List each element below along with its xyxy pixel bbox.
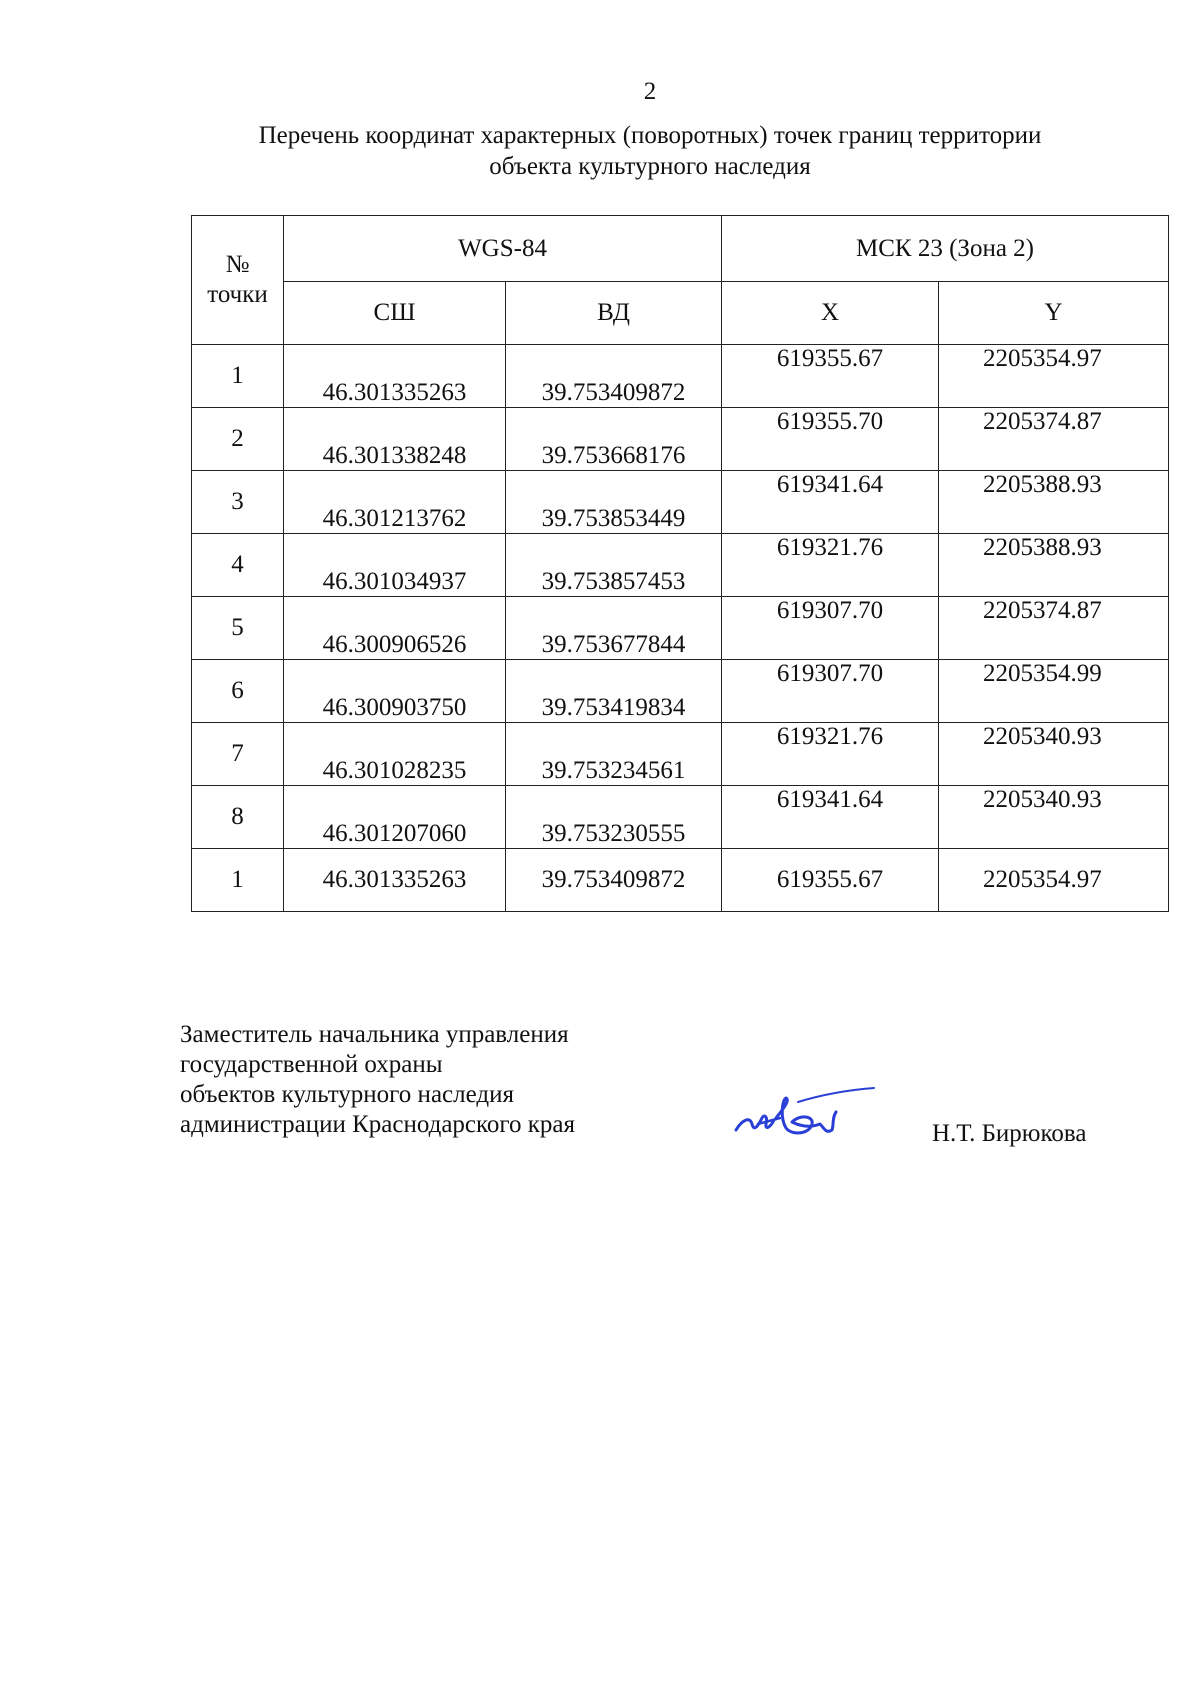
table-row bbox=[192, 849, 1169, 912]
point-number-cell: 5 bbox=[192, 597, 284, 660]
x-cell: 619307.70 bbox=[722, 660, 939, 723]
point-number-cell: 7 bbox=[192, 723, 284, 786]
latitude-cell: 46.301207060 bbox=[284, 786, 506, 849]
signatory-position-line-1: Заместитель начальника управления bbox=[180, 1021, 569, 1048]
signatory-position-line-4: администрации Краснодарского края bbox=[180, 1111, 576, 1138]
longitude-cell: 39.753409872 bbox=[506, 345, 722, 408]
signer-name: Н.Т. Бирюкова bbox=[932, 1120, 1087, 1147]
longitude-cell: 39.753853449 bbox=[506, 471, 722, 534]
longitude-cell: 39.753409872 bbox=[506, 849, 722, 912]
signatory-position-line-2: государственной охраны bbox=[180, 1051, 443, 1078]
point-number-cell: 2 bbox=[192, 408, 284, 471]
longitude-cell: 39.753230555 bbox=[506, 786, 722, 849]
table-row bbox=[192, 660, 1169, 723]
table-row bbox=[192, 345, 1169, 408]
point-number-cell: 3 bbox=[192, 471, 284, 534]
y-cell: 2205340.93 bbox=[939, 786, 1169, 849]
y-cell: 2205354.97 bbox=[939, 345, 1169, 408]
point-number-header bbox=[192, 216, 284, 345]
x-cell: 619321.76 bbox=[722, 534, 939, 597]
signatory-position-line-3: объектов культурного наследия bbox=[180, 1081, 514, 1108]
latitude-cell: 46.300903750 bbox=[284, 660, 506, 723]
table-row bbox=[192, 471, 1169, 534]
page-number: 2 bbox=[643, 78, 657, 105]
x-header: X bbox=[722, 282, 939, 345]
y-cell: 2205354.97 bbox=[939, 849, 1169, 912]
x-cell: 619355.70 bbox=[722, 408, 939, 471]
latitude-cell: 46.301028235 bbox=[284, 723, 506, 786]
document-title-line-1: Перечень координат характерных (поворотных) точек границ территории bbox=[258, 122, 1042, 149]
x-cell: 619355.67 bbox=[722, 345, 939, 408]
x-cell: 619321.76 bbox=[722, 723, 939, 786]
longitude-cell: 39.753419834 bbox=[506, 660, 722, 723]
x-cell: 619307.70 bbox=[722, 597, 939, 660]
point-number-header-symbol: № bbox=[225, 251, 250, 278]
handwritten-signature bbox=[728, 1078, 878, 1148]
y-cell: 2205340.93 bbox=[939, 723, 1169, 786]
table-row bbox=[192, 597, 1169, 660]
table-row bbox=[192, 786, 1169, 849]
y-cell: 2205388.93 bbox=[939, 471, 1169, 534]
longitude-cell: 39.753677844 bbox=[506, 597, 722, 660]
signature-stroke bbox=[798, 1088, 874, 1102]
x-cell: 619355.67 bbox=[722, 849, 939, 912]
point-number-cell: 6 bbox=[192, 660, 284, 723]
coordinates-table bbox=[191, 215, 1169, 912]
signature-stroke bbox=[736, 1116, 774, 1130]
y-cell: 2205388.93 bbox=[939, 534, 1169, 597]
y-cell: 2205374.87 bbox=[939, 408, 1169, 471]
latitude-header: СШ bbox=[284, 282, 506, 345]
point-number-cell: 4 bbox=[192, 534, 284, 597]
signature-stroke bbox=[776, 1098, 836, 1133]
longitude-cell: 39.753234561 bbox=[506, 723, 722, 786]
latitude-cell: 46.301335263 bbox=[284, 345, 506, 408]
signatory-position bbox=[180, 1020, 575, 1140]
latitude-cell: 46.300906526 bbox=[284, 597, 506, 660]
y-cell: 2205374.87 bbox=[939, 597, 1169, 660]
y-header: Y bbox=[939, 282, 1169, 345]
y-cell: 2205354.99 bbox=[939, 660, 1169, 723]
longitude-cell: 39.753668176 bbox=[506, 408, 722, 471]
longitude-cell: 39.753857453 bbox=[506, 534, 722, 597]
document-title-line-2: объекта культурного наследия bbox=[489, 153, 811, 180]
msk23-group-header: МСК 23 (Зона 2) bbox=[722, 216, 1169, 282]
latitude-cell: 46.301034937 bbox=[284, 534, 506, 597]
wgs84-group-header: WGS-84 bbox=[284, 216, 722, 282]
table-row bbox=[192, 408, 1169, 471]
coordinates-table-body bbox=[192, 345, 1169, 912]
latitude-cell: 46.301213762 bbox=[284, 471, 506, 534]
point-number-cell: 1 bbox=[192, 849, 284, 912]
latitude-cell: 46.301338248 bbox=[284, 408, 506, 471]
point-number-cell: 1 bbox=[192, 345, 284, 408]
longitude-header: ВД bbox=[506, 282, 722, 345]
x-cell: 619341.64 bbox=[722, 786, 939, 849]
latitude-cell: 46.301335263 bbox=[284, 849, 506, 912]
document-title bbox=[150, 120, 1150, 182]
x-cell: 619341.64 bbox=[722, 471, 939, 534]
point-number-cell: 8 bbox=[192, 786, 284, 849]
table-row bbox=[192, 534, 1169, 597]
table-row bbox=[192, 723, 1169, 786]
point-number-header-word: точки bbox=[207, 281, 268, 308]
